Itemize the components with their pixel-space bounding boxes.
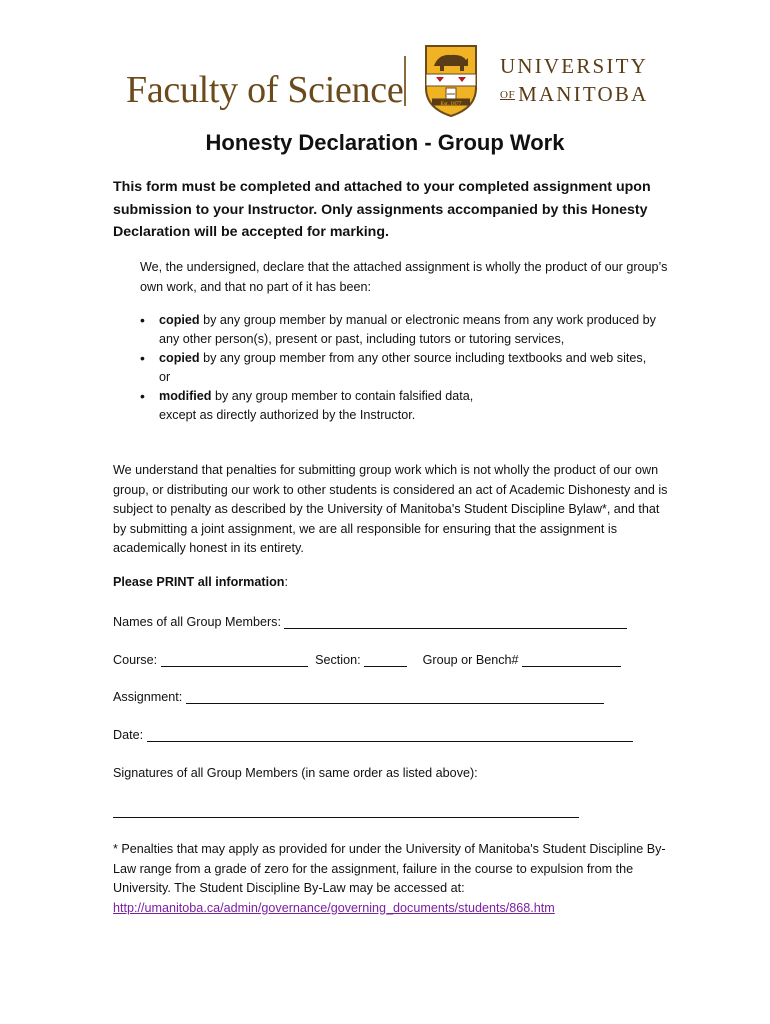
course-field[interactable] <box>161 653 308 667</box>
footnote <box>113 840 673 918</box>
bullet-text: by any group member by manual or electronic means from any work produced by any other person(s), present or past, including tutors or tutoring services, <box>159 313 656 346</box>
bylaw-link[interactable]: http://umanitoba.ca/admin/governance/governing_documents/students/868.htm <box>113 900 555 915</box>
course-row <box>113 653 621 667</box>
assignment-field[interactable] <box>186 690 604 704</box>
print-colon: : <box>284 575 288 589</box>
assignment-label: Assignment: <box>113 690 183 704</box>
section-field[interactable] <box>364 653 407 667</box>
list-item <box>140 311 660 349</box>
date-label: Date: <box>113 728 144 742</box>
header-divider <box>404 56 406 106</box>
footnote-text: * Penalties that may apply as provided for under the University of Manitoba's Student Discipline By-Law range from a grade of zero for the assignment, failure in the course to expulsion from the University. The Student Discipline By-Law may be accessed at: <box>113 842 666 895</box>
list-item <box>140 387 660 425</box>
print-instruction-text: Please PRINT all information <box>113 575 285 589</box>
signatures-label: Signatures of all Group Members (in same order as listed above): <box>113 766 478 780</box>
names-field[interactable] <box>284 615 627 629</box>
bullet-text: by any group member from any other source including textbooks and web sites, or <box>159 351 647 384</box>
university-name-line1: UNIVERSITY <box>500 54 648 78</box>
bullet-keyword: modified <box>159 389 212 403</box>
group-bench-field[interactable] <box>522 653 621 667</box>
course-label: Course: <box>113 653 158 667</box>
date-row <box>113 728 633 742</box>
signatures-row <box>113 766 478 780</box>
university-crest-icon <box>424 44 478 118</box>
names-row <box>113 615 627 629</box>
bullet-text: by any group member to contain falsified data, <box>211 389 474 403</box>
print-instruction <box>113 575 288 589</box>
declaration-bullet-list <box>140 311 660 425</box>
page-header <box>0 40 770 120</box>
bullet-keyword: copied <box>159 313 200 327</box>
lead-paragraph: This form must be completed and attached to your completed assignment upon submission to your Instructor. Only assignments accompanied by this Honesty Declaration will be accepted for marking. <box>113 179 651 240</box>
assignment-row <box>113 690 604 704</box>
list-item <box>140 349 660 387</box>
section-label: Section: <box>315 653 361 667</box>
university-of: OF <box>500 89 516 101</box>
declaration-intro: We, the undersigned, declare that the attached assignment is wholly the product of our group’s own work, and that no part of it has been: <box>140 260 668 294</box>
crest-est-label: Est. 1877 <box>440 101 462 107</box>
university-name-line2 <box>500 82 648 107</box>
date-field[interactable] <box>147 728 633 742</box>
university-manitoba: MANITOBA <box>518 82 649 106</box>
names-label: Names of all Group Members: <box>113 615 281 629</box>
bullet-keyword: copied <box>159 351 200 365</box>
group-bench-label: Group or Bench# <box>422 653 519 667</box>
bullet-tail: except as directly authorized by the Instructor. <box>159 408 416 422</box>
faculty-name: Faculty of Science <box>126 69 404 111</box>
penalty-paragraph: We understand that penalties for submitting group work which is not wholly the product of our own group, or distributing our work to other students is considered an act of Academic Dishonesty and is subject to penalty as described by the University of Manitoba's Student Discipline Bylaw*, and that by submitting a joint assignment, we are all responsible for ensuring that the assignment is academically honest in its entirety. <box>113 463 668 555</box>
page-title: Honesty Declaration - Group Work <box>205 130 565 155</box>
signatures-field[interactable] <box>113 817 579 818</box>
